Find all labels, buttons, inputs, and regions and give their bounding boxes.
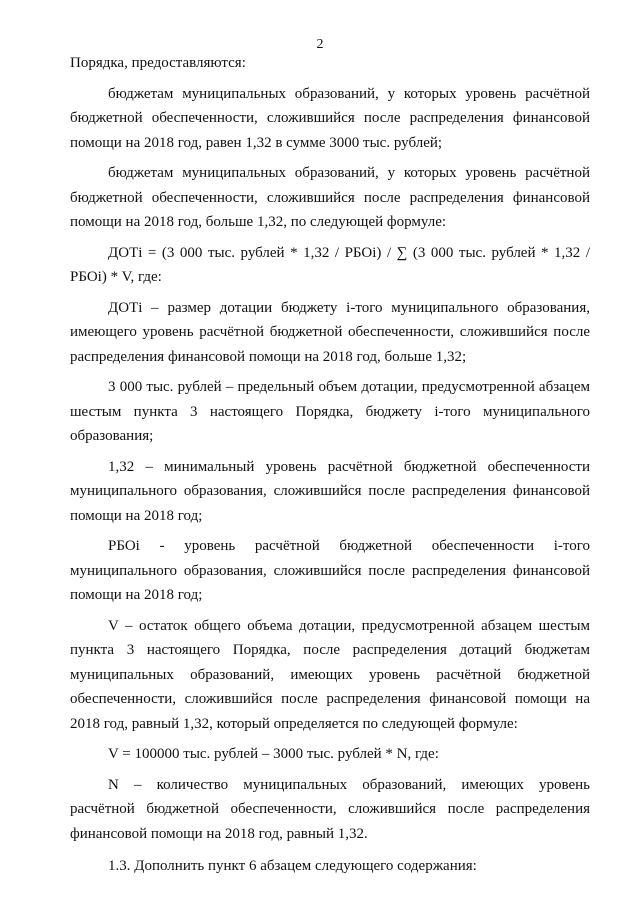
page-number: 2: [316, 37, 324, 52]
definition-min-level: 1,32 – минимальный уровень расчётной бюджетной обеспеченности муниципального образования, сложившийся после распределения финансовой помощи на 2018 год;: [70, 458, 590, 524]
paragraph-greater-case: бюджетам муниципальных образований, у которых уровень расчётной бюджетной обеспеченности, сложившийся после распределения финансовой помощи на 2018 год, больше 1,32, по следующей формуле:: [70, 165, 590, 230]
formula-dot: ДОТi = (3 000 тыс. рублей * 1,32 / РБОi) / ∑ (3 000 тыс. рублей * 1,32 / РБОi) * V, где:: [70, 244, 590, 285]
definition-dot: ДОТi – размер дотации бюджету i-того муниципального образования, имеющего уровень расчётной бюджетной обеспеченности, сложившийся после распределения финансовой помощи на 2018 год, больше 1,32;: [70, 299, 590, 365]
definition-limit: 3 000 тыс. рублей – предельный объем дотации, предусмотренной абзацем шестым пункта 3 настоящего Порядка, бюджету i-того муниципального образования;: [70, 379, 590, 444]
clause-1-3: 1.3. Дополнить пункт 6 абзацем следующего содержания:: [108, 858, 477, 874]
definition-rbo: РБОi - уровень расчётной бюджетной обеспеченности i-того муниципального образования, сложившийся после распределения финансовой помощи на 2018 год;: [70, 538, 590, 603]
paragraph-equal-case: бюджетам муниципальных образований, у которых уровень расчётной бюджетной обеспеченности, сложившийся после распределения финансовой помощи на 2018 год, равен 1,32 в сумме 3000 тыс. рублей;: [70, 85, 590, 151]
document-body: [70, 51, 590, 879]
definition-n: N – количество муниципальных образований, имеющих уровень расчётной бюджетной обеспеченности, сложившийся после распределения финансовой помощи на 2018 год, равный 1,32.: [70, 776, 590, 842]
definition-v: V – остаток общего объема дотации, предусмотренной абзацем шестым пункта 3 настоящего Порядка, после распределения дотаций бюджетам муниципальных образований, имеющих уровень расчётной бюджетной обеспеченности, сложившийся после распределения финансовой помощи на 2018 год, равный 1,32, который определяется по следующей формуле:: [70, 617, 590, 732]
formula-v: V = 100000 тыс. рублей – 3000 тыс. рублей * N, где:: [108, 746, 439, 762]
paragraph-continuation: Порядка, предоставляются:: [70, 55, 246, 71]
